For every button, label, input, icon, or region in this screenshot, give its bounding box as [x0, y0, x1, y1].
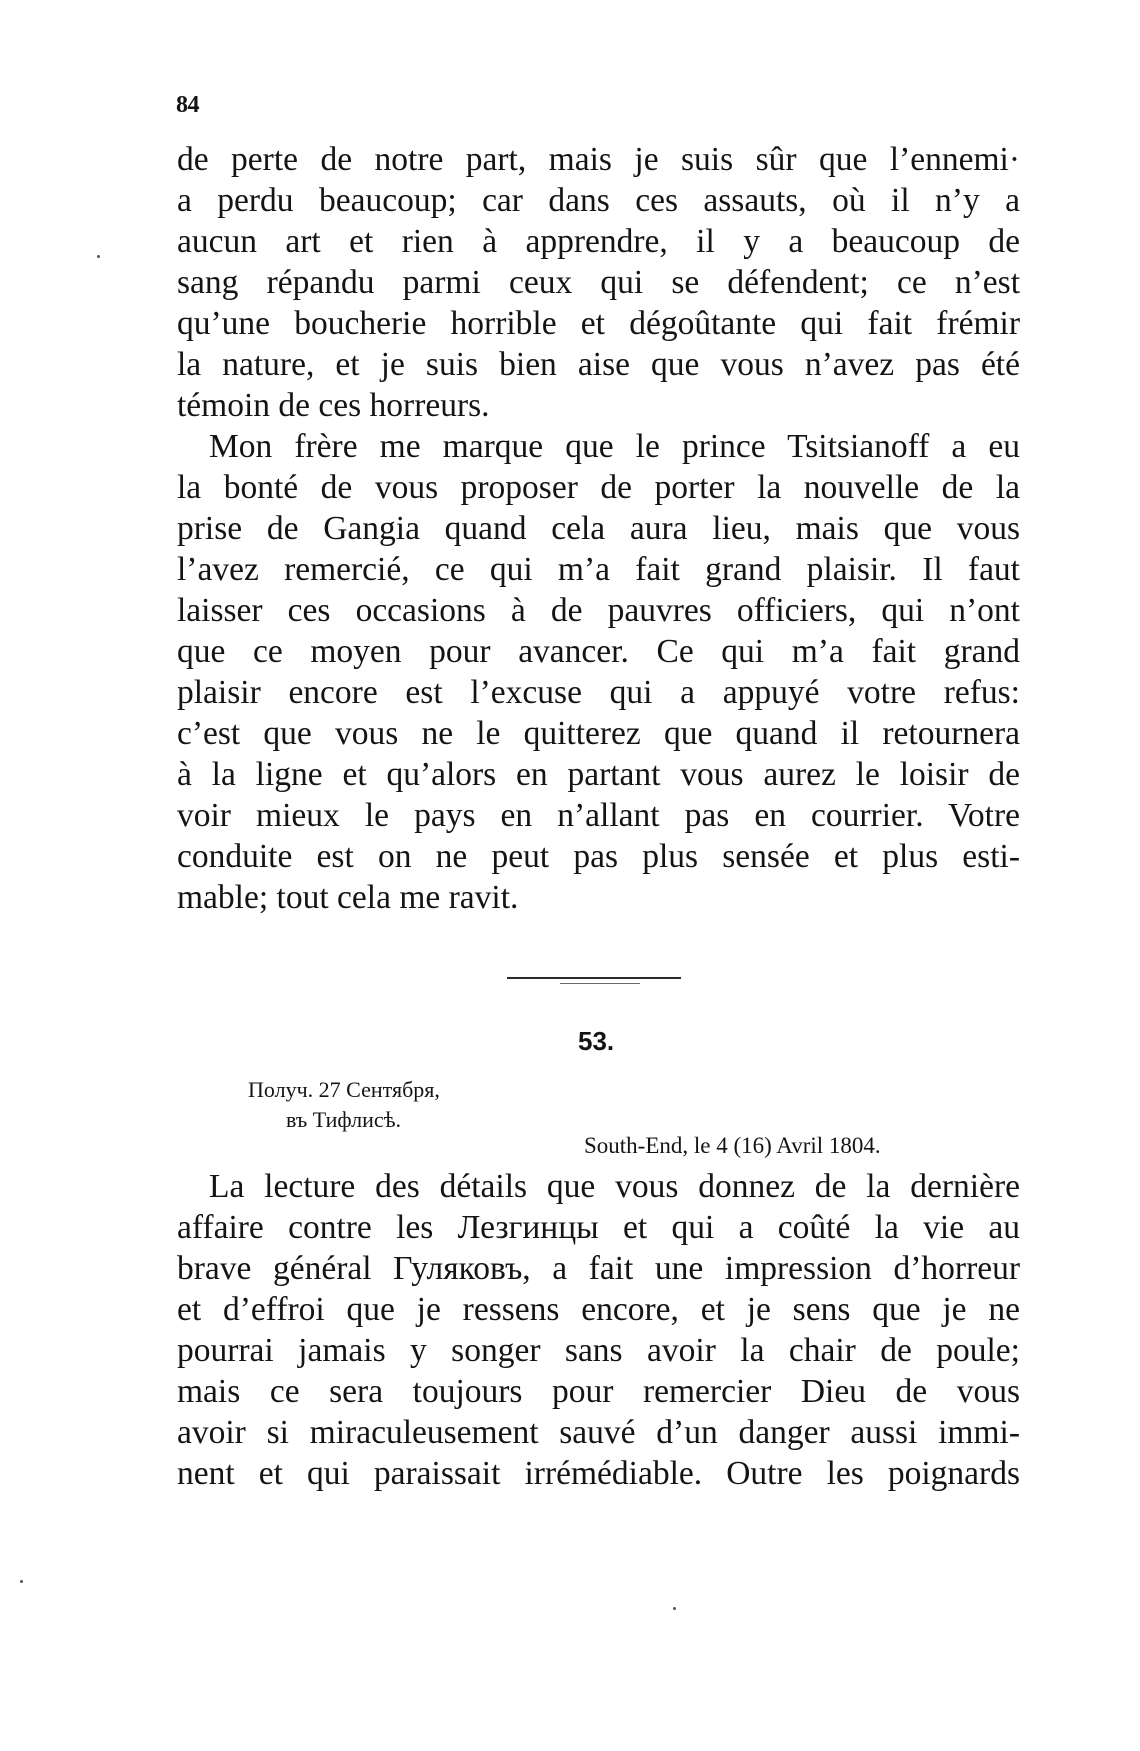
paragraph-1 [177, 139, 1020, 426]
section-divider [507, 977, 681, 979]
receipt-note-line-1: Получ. 27 Сентября, [248, 1077, 440, 1102]
paper-speck [673, 1607, 676, 1610]
text-line: l’avez remercié, ce qui m’a fait grand plaisir. Il faut [177, 551, 1020, 588]
text-line: Mon frère me marque que le prince Tsitsianoff a eu [209, 428, 1020, 465]
text-line: qu’une boucherie horrible et dégoûtante qui fait frémir [177, 305, 1020, 342]
text-line: sang répandu parmi ceux qui se défendent; ce n’est [177, 264, 1020, 301]
text-line: avoir si miraculeusement sauvé d’un danger aussi immi- [177, 1414, 1020, 1451]
text-line: de perte de notre part, mais je suis sûr que l’ennemi· [177, 141, 1020, 178]
text-line: nent et qui paraissait irrémédiable. Outre les poignards [177, 1455, 1020, 1492]
paragraph-3 [177, 1166, 1020, 1494]
receipt-note [248, 1075, 440, 1135]
text-line: la nature, et je suis bien aise que vous n’avez pas été [177, 346, 1020, 383]
text-line: plaisir encore est l’excuse qui a appuyé votre refus: [177, 674, 1020, 711]
letter-dateline: South-End, le 4 (16) Avril 1804. [584, 1133, 881, 1158]
text-line: La lecture des détails que vous donnez de la dernière [209, 1168, 1020, 1205]
text-line: pourrai jamais y songer sans avoir la chair de poule; [177, 1332, 1020, 1369]
text-line: mais ce sera toujours pour remercier Dieu de vous [177, 1373, 1020, 1410]
text-line: à la ligne et qu’alors en partant vous aurez le loisir de [177, 756, 1020, 793]
text-line: affaire contre les Лезгинцы et qui a coûté la vie au [177, 1209, 1020, 1246]
text-line: c’est que vous ne le quitterez que quand il retournera [177, 715, 1020, 752]
text-line: la bonté de vous proposer de porter la nouvelle de la [177, 469, 1020, 506]
paper-speck [20, 1580, 23, 1583]
text-line: témoin de ces horreurs. [177, 387, 490, 424]
paper-speck [97, 255, 100, 258]
letter-number: 53. [578, 1026, 615, 1056]
text-line: brave général Гуляковъ, a fait une impression d’horreur [177, 1250, 1020, 1287]
text-line: mable; tout cela me ravit. [177, 879, 519, 916]
text-line: prise de Gangia quand cela aura lieu, mais que vous [177, 510, 1020, 547]
text-line: aucun art et rien à apprendre, il y a beaucoup de [177, 223, 1020, 260]
text-line: et d’effroi que je ressens encore, et je sens que je ne [177, 1291, 1020, 1328]
text-line: laisser ces occasions à de pauvres officiers, qui n’ont [177, 592, 1020, 629]
page-number: 84 [176, 92, 199, 118]
text-line: conduite est on ne peut pas plus sensée et plus esti- [177, 838, 1020, 875]
paragraph-2 [177, 426, 1020, 918]
receipt-note-line-2: въ Тифлисѣ. [286, 1107, 402, 1132]
text-line: que ce moyen pour avancer. Ce qui m’a fait grand [177, 633, 1020, 670]
text-line: a perdu beaucoup; car dans ces assauts, où il n’y a [177, 182, 1020, 219]
section-divider-underline [560, 983, 640, 984]
text-line: voir mieux le pays en n’allant pas en courrier. Votre [177, 797, 1020, 834]
